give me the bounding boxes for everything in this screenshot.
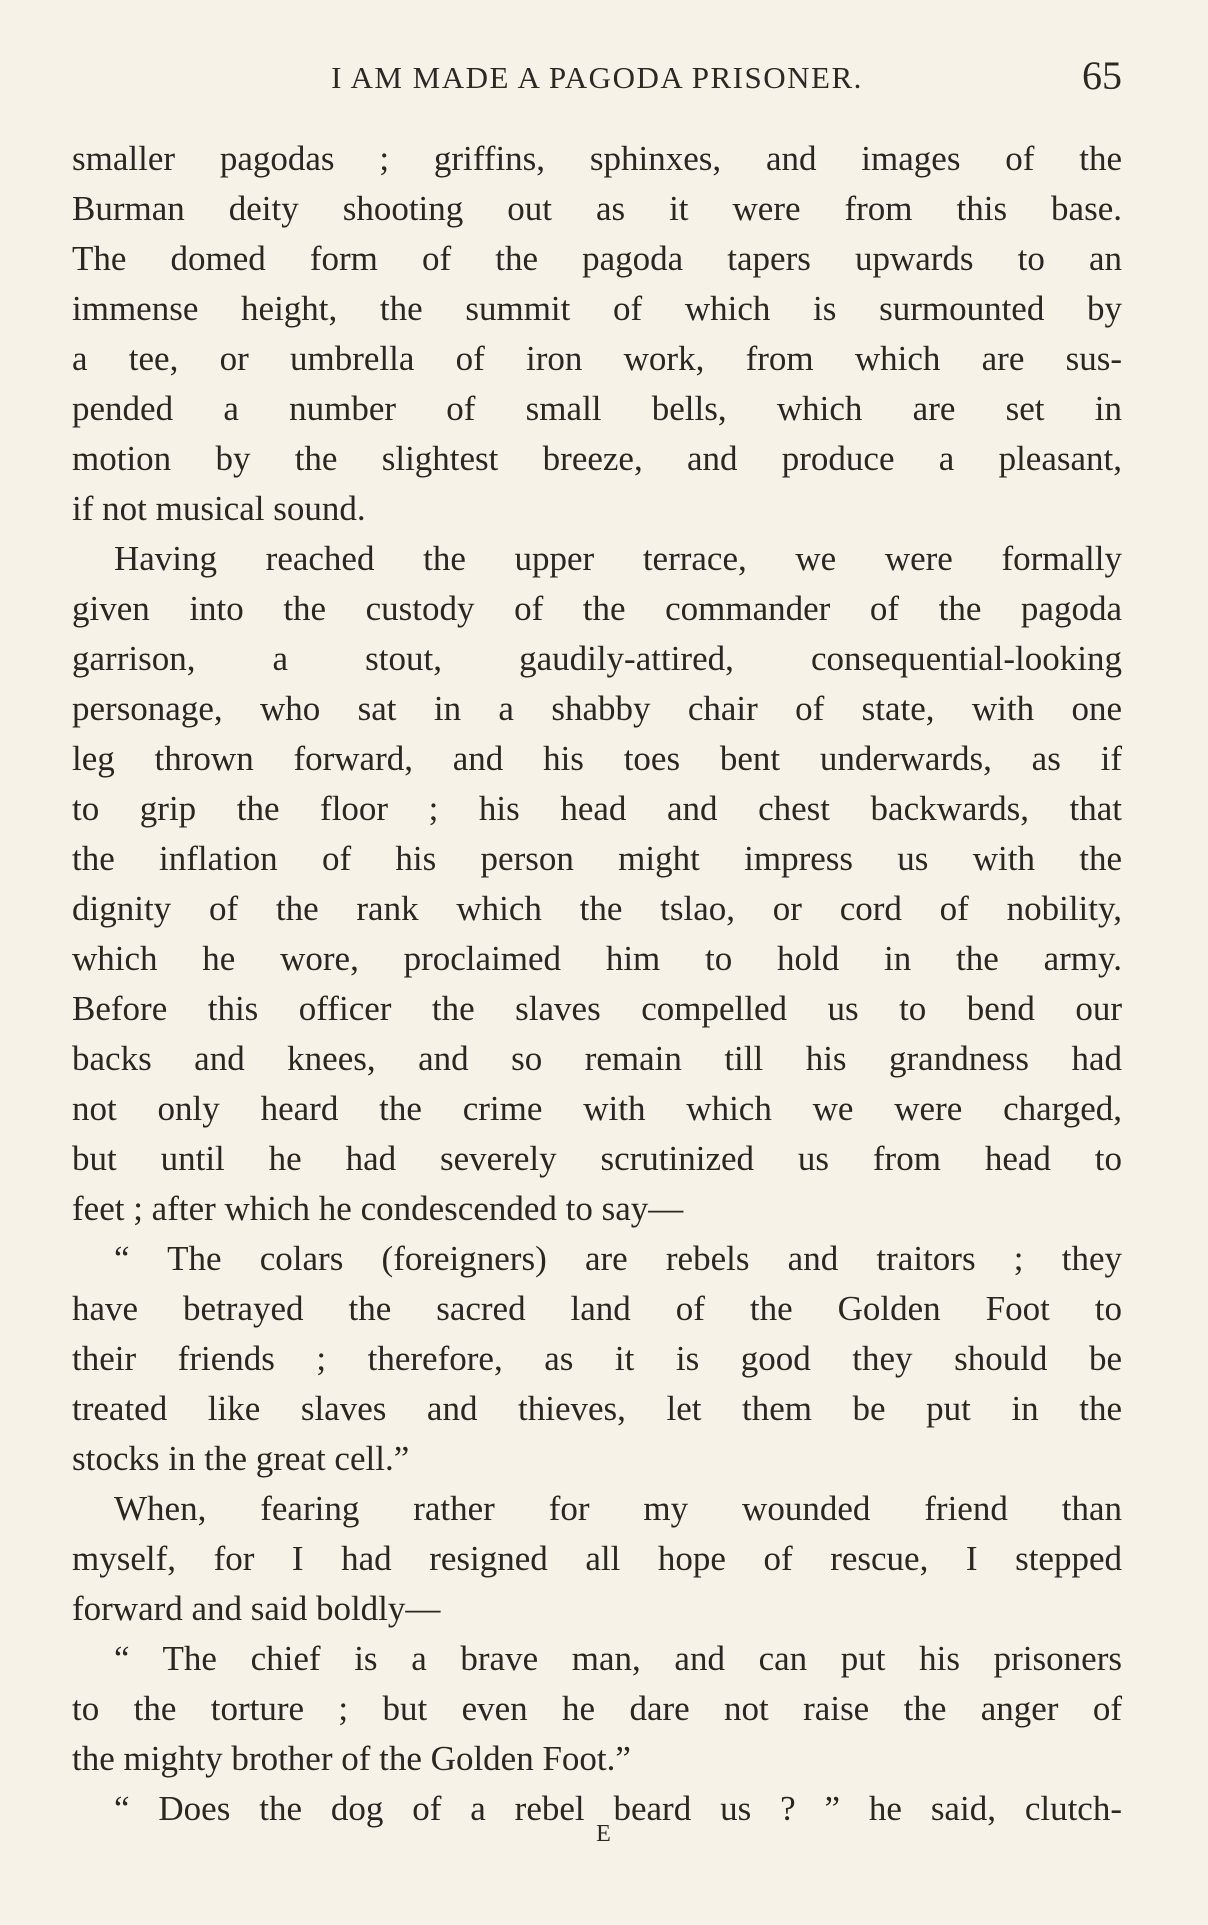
text-line: but until he had severely scrutinized us from head to	[72, 1139, 1122, 1178]
signature-mark: E	[596, 1821, 612, 1847]
text-line: personage, who sat in a shabby chair of state, with one	[72, 689, 1122, 728]
text-line: stocks in the great cell.”	[72, 1439, 410, 1478]
paragraph-first-line: Having reached the upper terrace, we were formally	[114, 539, 1122, 578]
text-line: a tee, or umbrella of iron work, from which are sus-	[72, 339, 1122, 378]
paragraph-first-line: “ The colars (foreigners) are rebels and traitors ; they	[114, 1239, 1122, 1278]
text-line: feet ; after which he condescended to say—	[72, 1189, 684, 1228]
text-line: given into the custody of the commander of the pagoda	[72, 589, 1122, 628]
running-title: I AM MADE A PAGODA PRISONER.	[331, 60, 863, 95]
text-line: if not musical sound.	[72, 489, 366, 528]
text-line: myself, for I had resigned all hope of rescue, I stepped	[72, 1539, 1122, 1578]
running-head	[72, 46, 1122, 106]
text-line: treated like slaves and thieves, let them be put in the	[72, 1389, 1122, 1428]
text-line: Before this officer the slaves compelled us to bend our	[72, 989, 1122, 1028]
text-line: The domed form of the pagoda tapers upwards to an	[72, 239, 1122, 278]
text-line: to the torture ; but even he dare not raise the anger of	[72, 1689, 1122, 1728]
text-line: forward and said boldly—	[72, 1589, 441, 1628]
text-line: Burman deity shooting out as it were from this base.	[72, 189, 1122, 228]
text-line: pended a number of small bells, which are set in	[72, 389, 1122, 428]
paragraph-first-line: “ Does the dog of a rebel beard us ? ” he said, clutch-	[114, 1789, 1122, 1828]
text-line: the inflation of his person might impress us with the	[72, 839, 1122, 878]
text-line: the mighty brother of the Golden Foot.”	[72, 1739, 631, 1778]
text-line: garrison, a stout, gaudily-attired, consequential-looking	[72, 639, 1122, 678]
text-line: leg thrown forward, and his toes bent underwards, as if	[72, 739, 1122, 778]
text-line: which he wore, proclaimed him to hold in the army.	[72, 939, 1122, 978]
text-line: smaller pagodas ; griffins, sphinxes, and images of the	[72, 139, 1122, 178]
text-line: have betrayed the sacred land of the Golden Foot to	[72, 1289, 1122, 1328]
text-line: to grip the floor ; his head and chest backwards, that	[72, 789, 1122, 828]
text-line: dignity of the rank which the tslao, or cord of nobility,	[72, 889, 1122, 928]
paragraph-first-line: When, fearing rather for my wounded friend than	[114, 1489, 1122, 1528]
text-line: their friends ; therefore, as it is good they should be	[72, 1339, 1122, 1378]
text-line: motion by the slightest breeze, and produce a pleasant,	[72, 439, 1122, 478]
text-line: backs and knees, and so remain till his grandness had	[72, 1039, 1122, 1078]
paragraph-first-line: “ The chief is a brave man, and can put his prisoners	[114, 1639, 1122, 1678]
text-line: immense height, the summit of which is surmounted by	[72, 289, 1122, 328]
body-text	[72, 134, 1122, 1828]
page-number: 65	[1082, 53, 1122, 98]
text-line: not only heard the crime with which we were charged,	[72, 1089, 1122, 1128]
